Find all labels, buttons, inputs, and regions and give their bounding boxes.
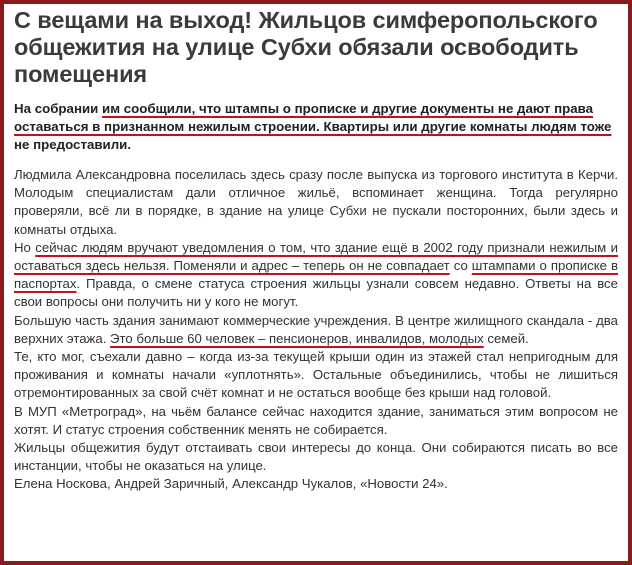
paragraph-text: со bbox=[449, 258, 472, 274]
article-body bbox=[14, 166, 618, 494]
paragraph-highlight: штампами о прописке в паспортах bbox=[14, 258, 618, 292]
lead-text: не предоставили. bbox=[14, 137, 132, 152]
paragraph bbox=[14, 239, 618, 312]
paragraph-text: . Правда, о смене статуса строения жильцы узнали совсем недавно. Ответы на все свои вопросы они получить ни у кого не могут. bbox=[14, 276, 618, 310]
paragraph-highlight: Это больше 60 человек – пенсионеров, инвалидов, молодых bbox=[110, 330, 484, 346]
article-frame bbox=[4, 4, 628, 561]
article bbox=[4, 4, 628, 494]
article-title: С вещами на выход! Жильцов симферопольского общежития на улице Субхи обязали освободить помещения bbox=[14, 7, 598, 87]
lead-text: На собрании bbox=[14, 101, 103, 116]
paragraph: Людмила Александровна поселилась здесь сразу после выпуска из торгового института в Керчи. Молодым специалистам дали отличное жильё, вспоминает женщина. Тогда регулярно проверяли, всё ли в порядке, в здание на улице Субхи не пускали посторонних, были здесь и комнаты отдыха. bbox=[14, 167, 618, 237]
paragraph-highlight: сейчас людям вручают уведомления о том, что здание ещё в 2002 году признали нежилым и оставаться здесь нельзя. Поменяли и адрес – теперь он не совпадает bbox=[14, 239, 618, 274]
byline: Елена Носкова, Андрей Заричный, Александр Чукалов, «Новости 24». bbox=[14, 476, 448, 492]
paragraph: Те, кто мог, съехали давно – когда из-за текущей крыши один из этажей стал непригодным для проживания и комнаты начали «уплотнять». Остальные объединились, чтобы не лишиться отремонтированных за свой счёт комнат и не остаться вообще без крыши над головой. bbox=[14, 349, 618, 401]
lead-highlight: им сообщили, что штампы о прописке и другие документы не дают права оставаться в признанном нежилым строении. Квартиры или другие комнаты людям тоже bbox=[14, 101, 612, 134]
paragraph-text: семей. bbox=[483, 330, 529, 346]
paragraph: В МУП «Метроград», на чьём балансе сейчас находится здание, заниматься этим вопросом не хотят. И статус строения собственник менять не собирается. bbox=[14, 403, 618, 437]
paragraph: Жильцы общежития будут отстаивать свои интересы до конца. Они собираются писать во все инстанции, чтобы не оказаться на улице. bbox=[14, 440, 618, 474]
paragraph-text: Большую часть здания занимают коммерческие учреждения. В центре жилищного скандала - два верхних этажа. bbox=[14, 312, 618, 346]
article-lead bbox=[14, 100, 618, 154]
paragraph-text: Но bbox=[14, 239, 36, 255]
paragraph bbox=[14, 312, 618, 348]
